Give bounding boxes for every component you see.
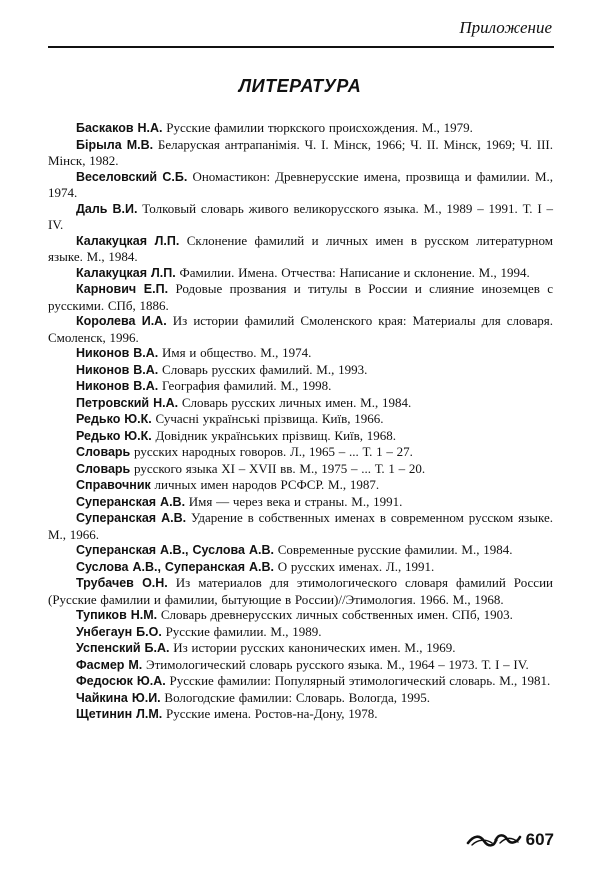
reference-text: Русские фамилии. М., 1989.	[161, 623, 322, 639]
page-title: ЛИТЕРАТУРА	[238, 76, 362, 96]
reference-item	[48, 559, 553, 576]
reference-item	[48, 395, 553, 412]
reference-author: Фасмер М.	[76, 657, 143, 672]
reference-text: Русские фамилии: Популярный этимологический словарь. М., 1981.	[165, 673, 551, 688]
reference-text: Склонение фамилий и личных имен в русском литературном языке. М., 1984.	[48, 232, 553, 264]
reference-text: Ударение в собственных именах в современном русском языке. М., 1966.	[48, 510, 554, 542]
reference-item	[48, 411, 553, 428]
reference-item	[48, 607, 553, 624]
reference-text: Фамилии. Имена. Отчества: Написание и склонение. М., 1994.	[175, 264, 530, 280]
reference-item	[48, 640, 553, 657]
reference-item	[48, 494, 553, 511]
reference-item	[48, 428, 553, 445]
reference-author: Тупиков Н.М.	[76, 608, 158, 622]
reference-text: Современные русские фамилии. М., 1984.	[273, 542, 513, 557]
reference-item	[48, 624, 553, 641]
page-footer	[466, 830, 554, 850]
flourish-ornament-icon	[466, 831, 522, 849]
reference-author: Редько Ю.К.	[76, 428, 152, 443]
reference-item	[48, 690, 553, 707]
reference-item	[48, 657, 553, 674]
reference-text: География фамилий. М., 1998.	[158, 378, 332, 393]
reference-item	[48, 542, 553, 559]
reference-author: Словарь	[76, 461, 131, 476]
reference-text: русского языка XI – XVII вв. М., 1975 – ... Т. 1 – 20.	[130, 460, 426, 476]
reference-text: Русские фамилии тюркского происхождения. М., 1979.	[162, 120, 473, 135]
reference-list	[48, 120, 553, 723]
reference-author: Калакуцкая Л.П.	[76, 233, 180, 248]
reference-item	[48, 575, 553, 607]
reference-author: Суслова А.В., Суперанская А.В.	[76, 559, 274, 574]
reference-item	[48, 137, 553, 169]
running-header: Приложение	[459, 18, 552, 37]
reference-author: Унбегаун Б.О.	[76, 624, 162, 639]
reference-author: Редько Ю.К.	[76, 412, 152, 426]
reference-item	[48, 169, 553, 201]
header-rule	[48, 46, 554, 48]
reference-author: Федосюк Ю.А.	[76, 674, 166, 688]
reference-text: Беларуская антрапанімія. Ч. І. Мінск, 1966; Ч. ІІ. Мінск, 1969; Ч. ІІІ. Мінск, 1982.	[48, 136, 553, 168]
reference-text: личных имен народов РСФСР. М., 1987.	[150, 477, 380, 492]
reference-text: Довідник українських прізвищ. Київ, 1968.	[151, 427, 397, 443]
reference-item	[48, 120, 553, 137]
reference-item	[48, 233, 553, 265]
reference-author: Никонов В.А.	[76, 379, 159, 393]
reference-text: русских народных говоров. Л., 1965 – ... Т. 1 – 27.	[130, 444, 413, 459]
reference-text: Словарь русских личных имен. М., 1984.	[178, 394, 412, 410]
reference-author: Справочник	[76, 478, 151, 492]
reference-author: Баскаков Н.А.	[76, 121, 163, 135]
reference-author: Суперанская А.В., Суслова А.В.	[76, 543, 274, 557]
reference-text: Сучасні українські прізвища. Київ, 1966.	[151, 411, 384, 426]
reference-item	[48, 461, 553, 478]
reference-text: Из истории русских канонических имен. М., 1969.	[169, 640, 456, 655]
reference-author: Бірыла М.В.	[76, 137, 154, 152]
reference-item	[48, 444, 553, 461]
reference-author: Суперанская А.В.	[76, 494, 186, 509]
reference-author: Словарь	[76, 445, 131, 459]
reference-item	[48, 265, 553, 282]
reference-text: Словарь древнерусских личных собственных имен. СПб, 1903.	[157, 607, 513, 622]
reference-text: О русских именах. Л., 1991.	[273, 558, 435, 574]
reference-author: Петровский Н.А.	[76, 395, 179, 410]
reference-author: Суперанская А.В.	[76, 511, 187, 525]
reference-author: Карнович Е.П.	[76, 282, 169, 296]
reference-item	[48, 201, 553, 233]
reference-author: Никонов В.А.	[76, 346, 159, 360]
reference-author: Успенский Б.А.	[76, 641, 170, 655]
reference-text: Имя и общество. М., 1974.	[158, 345, 312, 360]
reference-text: Этимологический словарь русского языка. М., 1964 – 1973. Т. I – IV.	[142, 656, 529, 672]
reference-text: Русские имена. Ростов-на-Дону, 1978.	[162, 706, 378, 721]
reference-item	[48, 477, 553, 494]
reference-author: Даль В.И.	[76, 201, 138, 216]
reference-author: Чайкина Ю.И.	[76, 690, 161, 705]
reference-item	[48, 706, 553, 723]
reference-text: Имя — через века и страны. М., 1991.	[185, 493, 403, 509]
reference-item	[48, 362, 553, 379]
reference-author: Королева И.А.	[76, 314, 167, 328]
reference-text: Ономастикон: Древнерусские имена, прозвища и фамилии. М., 1974.	[48, 168, 553, 200]
reference-text: Словарь русских фамилий. М., 1993.	[158, 361, 368, 377]
reference-item	[48, 673, 553, 690]
reference-text: Толковый словарь живого великорусского языка. М., 1989 – 1991. Т. I – IV.	[48, 200, 553, 232]
reference-author: Веселовский С.Б.	[76, 169, 188, 184]
reference-author: Никонов В.А.	[76, 362, 159, 377]
reference-text: Родовые прозвания и титулы в России и слияние иноземцев с русскими. СПб, 1886.	[48, 281, 554, 313]
reference-item	[48, 281, 553, 313]
reference-text: Из материалов для этимологического словаря фамилий России (Русские фамилии и фамилии, бытующие в России)//Этимология. 1966. М., 1968.	[48, 575, 553, 607]
reference-item	[48, 313, 553, 345]
reference-text: Вологодские фамилии: Словарь. Вологда, 1995.	[160, 689, 430, 705]
reference-item	[48, 510, 553, 542]
reference-item	[48, 345, 553, 362]
reference-item	[48, 378, 553, 395]
page-number: 607	[525, 830, 554, 849]
reference-author: Щетинин Л.М.	[76, 707, 163, 721]
reference-author: Калакуцкая Л.П.	[76, 265, 176, 280]
reference-text: Из истории фамилий Смоленского края: Материалы для словаря. Смоленск, 1996.	[48, 313, 553, 345]
reference-author: Трубачев О.Н.	[76, 576, 168, 590]
